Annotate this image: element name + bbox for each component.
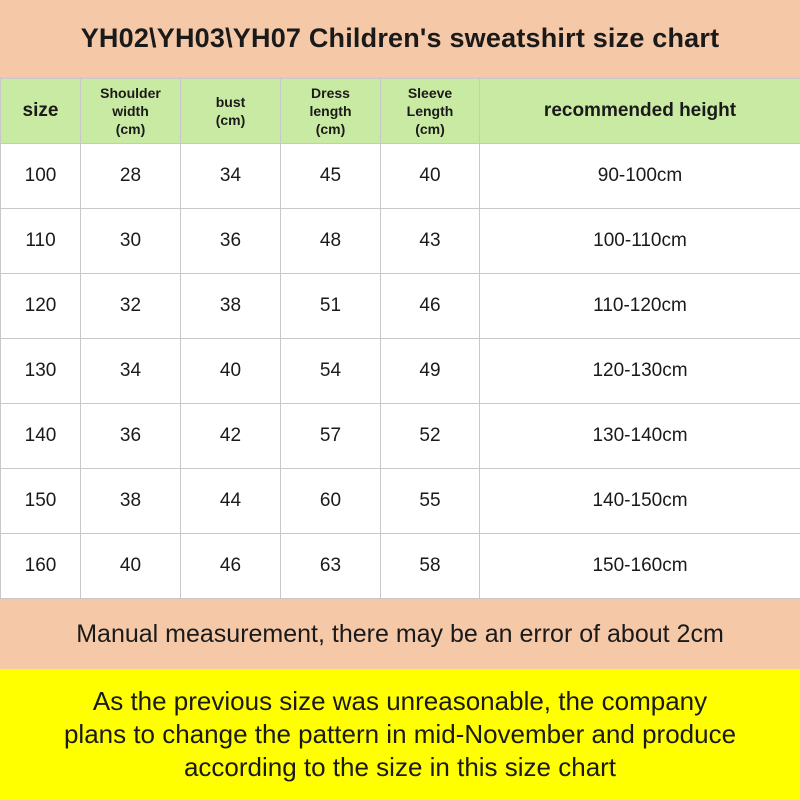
chart-title: YH02\YH03\YH07 Children's sweatshirt size chart (0, 0, 800, 78)
header-recommended-height: recommended height (480, 79, 800, 144)
cell-shoulder-width: 40 (81, 534, 181, 599)
cell-size: 100 (1, 144, 81, 209)
table-row (1, 144, 800, 209)
measurement-note: Manual measurement, there may be an error of about 2cm (0, 599, 800, 669)
cell-shoulder-width: 30 (81, 209, 181, 274)
cell-size: 140 (1, 404, 81, 469)
cell-size: 150 (1, 469, 81, 534)
pattern-change-notice (0, 669, 800, 800)
cell-recommended-height: 100-110cm (480, 209, 800, 274)
table-row (1, 469, 800, 534)
table-row (1, 404, 800, 469)
cell-shoulder-width: 28 (81, 144, 181, 209)
table-row (1, 339, 800, 404)
cell-recommended-height: 120-130cm (480, 339, 800, 404)
cell-size: 120 (1, 274, 81, 339)
table-row (1, 209, 800, 274)
cell-sleeve-length: 58 (381, 534, 480, 599)
cell-shoulder-width: 34 (81, 339, 181, 404)
table-header-row (1, 79, 800, 144)
cell-dress-length: 54 (281, 339, 381, 404)
cell-bust: 40 (181, 339, 281, 404)
cell-dress-length: 48 (281, 209, 381, 274)
notice-line: As the previous size was unreasonable, the company (92, 686, 708, 716)
cell-size: 130 (1, 339, 81, 404)
cell-dress-length: 51 (281, 274, 381, 339)
cell-recommended-height: 90-100cm (480, 144, 800, 209)
header-sleeve-length: Sleeve Length (cm) (381, 79, 480, 144)
cell-bust: 38 (181, 274, 281, 339)
cell-shoulder-width: 32 (81, 274, 181, 339)
cell-shoulder-width: 38 (81, 469, 181, 534)
header-shoulder-width: Shoulder width (cm) (81, 79, 181, 144)
cell-bust: 34 (181, 144, 281, 209)
cell-sleeve-length: 52 (381, 404, 480, 469)
cell-sleeve-length: 43 (381, 209, 480, 274)
cell-shoulder-width: 36 (81, 404, 181, 469)
cell-dress-length: 57 (281, 404, 381, 469)
cell-size: 160 (1, 534, 81, 599)
cell-bust: 36 (181, 209, 281, 274)
cell-sleeve-length: 46 (381, 274, 480, 339)
table-row (1, 534, 800, 599)
cell-bust: 46 (181, 534, 281, 599)
cell-size: 110 (1, 209, 81, 274)
header-dress-length: Dress length (cm) (281, 79, 381, 144)
header-size: size (1, 79, 81, 144)
cell-dress-length: 45 (281, 144, 381, 209)
cell-recommended-height: 150-160cm (480, 534, 800, 599)
cell-dress-length: 60 (281, 469, 381, 534)
header-bust: bust (cm) (181, 79, 281, 144)
cell-recommended-height: 130-140cm (480, 404, 800, 469)
cell-sleeve-length: 49 (381, 339, 480, 404)
cell-recommended-height: 110-120cm (480, 274, 800, 339)
table-row (1, 274, 800, 339)
notice-line: plans to change the pattern in mid-November and produce (63, 719, 737, 749)
cell-sleeve-length: 40 (381, 144, 480, 209)
cell-dress-length: 63 (281, 534, 381, 599)
size-table (0, 78, 800, 599)
cell-bust: 44 (181, 469, 281, 534)
cell-bust: 42 (181, 404, 281, 469)
cell-recommended-height: 140-150cm (480, 469, 800, 534)
notice-line: according to the size in this size chart (183, 752, 617, 782)
cell-sleeve-length: 55 (381, 469, 480, 534)
